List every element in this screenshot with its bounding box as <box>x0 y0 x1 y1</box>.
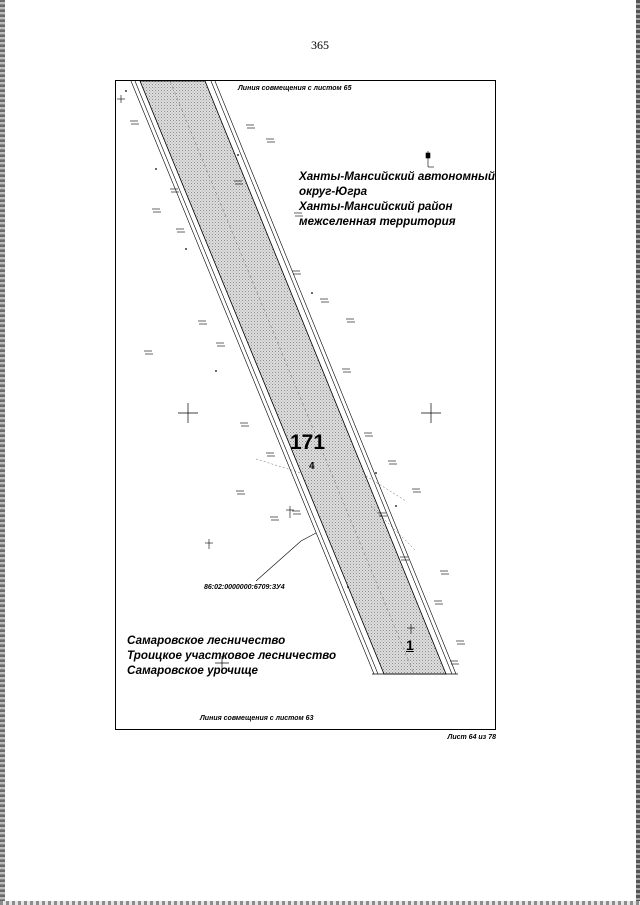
scan-edge-right <box>636 0 640 905</box>
cadastral-number: 86:02:0000000:6709:ЗУ4 <box>204 584 285 591</box>
matching-line-top: Линия совмещения с листом 65 <box>238 85 352 92</box>
scan-edge-bottom <box>0 901 640 905</box>
grid-cross <box>117 95 125 103</box>
survey-marker <box>205 539 213 549</box>
grid-cross <box>421 403 441 423</box>
sheet-caption: Лист 64 из 78 <box>447 734 496 741</box>
forestry-label-line: Троицкое участковое лесничество <box>127 649 337 662</box>
grid-cross <box>178 403 198 423</box>
survey-marker <box>426 151 434 167</box>
callout-line <box>256 459 301 473</box>
region-label-line: округ-Югра <box>299 185 368 198</box>
page-number: 365 <box>311 38 329 52</box>
region-label-line: Ханты-Мансийский район <box>299 200 453 213</box>
forestry-label <box>127 633 336 678</box>
corner-parcel-number: 1 <box>406 637 414 653</box>
survey-marker <box>286 506 294 518</box>
region-label-line: Ханты-Мансийский автономный <box>299 170 496 183</box>
cadastral-leader-line <box>256 533 316 581</box>
matching-line-bottom: Линия совмещения с листом 63 <box>200 715 314 722</box>
forestry-label-line: Самаровское лесничество <box>127 634 286 647</box>
parcel-sub-number: 4 <box>309 461 315 472</box>
region-label <box>299 169 495 229</box>
parcel-number: 171 <box>290 431 326 454</box>
region-label-line: межселенная территория <box>299 215 456 228</box>
forestry-label-line: Самаровское урочище <box>127 664 258 677</box>
scan-edge-left <box>0 0 5 905</box>
map-frame <box>115 80 496 730</box>
